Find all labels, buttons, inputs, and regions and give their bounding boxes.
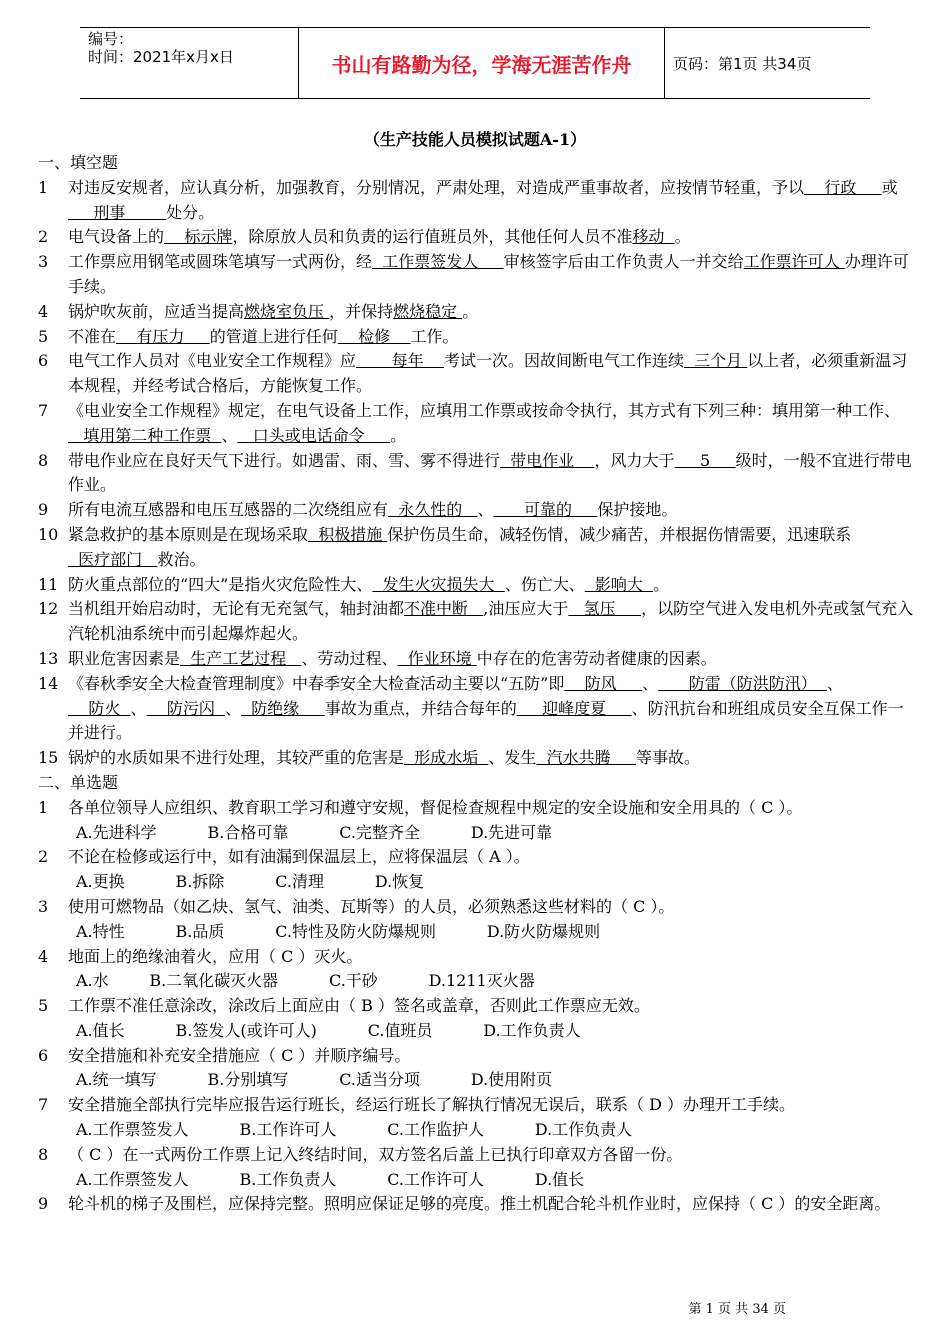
question-number: 8	[38, 1144, 49, 1164]
question-text: 办理许可手续。	[68, 252, 909, 296]
question-number: 5	[38, 996, 49, 1016]
question-text: 的管道上进行任何	[209, 326, 338, 346]
question-number: 9	[38, 1194, 49, 1214]
question-text: 考试一次。因故间断电气工作连续	[443, 351, 684, 371]
header-motto: 书山有路勤为径，学海无涯苦作舟	[299, 28, 665, 98]
question-text: 紧急救护的基本原则是在现场采取	[68, 524, 309, 544]
header-page-label: 页码：第1页 共34页	[673, 54, 812, 73]
choice-options: A.工作票签发人 B.工作许可人 C.工作监护人 D.工作负责人	[76, 1120, 633, 1140]
fill-question	[38, 498, 916, 523]
section-choice-heading: 二、单选题	[38, 772, 119, 792]
question-text: 或	[881, 177, 898, 197]
fill-question	[38, 523, 916, 573]
question-number: 14	[38, 673, 59, 693]
answer-blank: 医疗部门	[68, 549, 158, 569]
answer-blank: 工作票许可人	[743, 252, 845, 272]
question-text: 带电作业应在良好天气下进行。如遇雷、雨、雪、雾不得进行	[68, 450, 501, 470]
answer-blank: 每年	[356, 351, 444, 371]
choice-question	[38, 845, 916, 870]
question-text: 锅炉吹灰前，应适当提高	[68, 301, 245, 321]
answer-blank: 燃烧室负压	[244, 301, 330, 321]
choice-question	[38, 1143, 916, 1168]
question-text: 、发生	[488, 748, 537, 768]
choice-options: A.更换 B.拆除 C.清理 D.恢复	[76, 872, 425, 892]
fill-question	[38, 176, 916, 226]
question-text: 、	[477, 500, 494, 520]
section-fill-heading: 一、填空题	[38, 153, 119, 172]
question-number: 3	[38, 252, 49, 272]
question-text: 《春秋季安全大检查管理制度》中春季安全大检查活动主要以“五防”即	[68, 673, 565, 693]
question-text: 、	[130, 698, 147, 718]
choice-options: A.特性 B.品质 C.特性及防火防爆规则 D.防火防爆规则	[76, 921, 601, 941]
answer-blank: 有压力	[116, 326, 210, 346]
choice-options: A.先进科学 B.合格可靠 C.完整齐全 D.先进可靠	[76, 822, 553, 842]
fill-question	[38, 349, 916, 399]
question-text: 、	[225, 698, 242, 718]
question-number: 4	[38, 301, 49, 321]
question-text: 不准在	[68, 326, 117, 346]
question-number: 11	[38, 574, 59, 594]
fill-question	[38, 399, 916, 449]
question-text: 、防汛抗台和班组成员安全互保工作一并进行。	[68, 698, 904, 743]
answer-blank: 生产工艺过程	[180, 648, 302, 668]
question-text: 轮斗机的梯子及围栏，应保持完整。照明应保证足够的亮度。推土机配合轮斗机作业时，应保持（ C ）的安全距离。	[68, 1194, 891, 1214]
question-text: 、	[826, 673, 843, 693]
answer-blank: 检修	[337, 326, 411, 346]
document-header	[80, 27, 870, 99]
answer-blank: 氢压	[568, 599, 642, 619]
question-number: 15	[38, 748, 59, 768]
question-text: 救治。	[157, 549, 206, 569]
question-text: ,油压应大于	[483, 599, 569, 619]
time-label: 时间：2021年x月x日	[88, 48, 234, 66]
question-number: 7	[38, 400, 49, 420]
question-text: 工作票应用钢笔或圆珠笔填写一式两份，经	[68, 252, 373, 272]
fill-question	[38, 597, 916, 647]
question-text: 事故为重点，并结合每年的	[324, 698, 517, 718]
question-number: 10	[38, 524, 59, 544]
header-meta-cell	[80, 28, 299, 98]
question-text: 《电业安全工作规程》规定，在电气设备上工作，应填用工作票或按命令执行，其方式有下列三种：填用第一种工作、	[68, 400, 901, 420]
answer-blank: 口头或电话命令	[237, 425, 391, 445]
question-text: 对违反安规者，应认真分析，加强教育，分别情况，严肃处理，对造成严重事故者，应按情节轻重，予以	[68, 177, 805, 197]
choice-options: A.水 B.二氧化碳灭火器 C.干砂 D.1211灭火器	[76, 971, 535, 991]
fill-question	[38, 325, 916, 350]
question-text: 审核签字后由工作负责人一并交给	[503, 252, 744, 272]
answer-blank: 刑事	[68, 202, 167, 222]
question-number: 3	[38, 896, 49, 916]
choice-options: A.统一填写 B.分别填写 C.适当分项 D.使用附页	[76, 1070, 553, 1090]
question-text: （ C ）在一式两份工作票上记入终结时间，双方签名后盖上已执行印章双方各留一份。	[68, 1144, 683, 1164]
question-text: 防火重点部位的“四大”是指火灾危险性大、	[68, 574, 373, 594]
question-number: 13	[38, 648, 59, 668]
question-text: 、	[642, 673, 659, 693]
fill-question	[38, 250, 916, 300]
question-text: 级时，一般不宜进行带电作业。	[68, 450, 912, 495]
question-text: ，并保持	[329, 301, 394, 321]
question-text: 安全措施全部执行完毕应报告运行班长，经运行班长了解执行情况无误后，联系（ D ）办理开工手续。	[68, 1095, 796, 1115]
question-text: 保护伤员生命，减轻伤情，减少痛苦，并根据伤情需要，迅速联系	[387, 524, 852, 544]
choice-question	[38, 945, 916, 970]
answer-blank: 迎峰度夏	[516, 698, 632, 718]
question-text: 各单位领导人应组织、教育职工学习和遵守安规，督促检查规程中规定的安全设施和安全用具的（ C ）。	[68, 797, 803, 817]
fill-question	[38, 225, 916, 250]
answer-blank: 形成水垢	[404, 748, 489, 768]
fill-question	[38, 672, 916, 746]
answer-blank: 三个月	[683, 351, 748, 371]
fill-question-list	[38, 176, 916, 771]
answer-blank: 防雷（防洪防汛）	[658, 673, 827, 693]
choice-question	[38, 1093, 916, 1118]
question-text: 。	[390, 425, 407, 445]
question-text: 、	[221, 425, 238, 445]
choice-question	[38, 1044, 916, 1069]
question-number: 8	[38, 450, 49, 470]
question-text: 中存在的危害劳动者健康的因素。	[476, 648, 717, 668]
page-title: （生产技能人员模拟试题A-1）	[363, 130, 587, 149]
question-text: 工作票不准任意涂改，涂改后上面应由（ B ）签名或盖章，否则此工作票应无效。	[68, 996, 650, 1016]
answer-blank: 带电作业	[500, 450, 595, 470]
question-text: ，除原放人员和负责的运行值班员外，其他任何人员不准	[232, 227, 633, 247]
question-number: 9	[38, 500, 49, 520]
answer-blank: 汽水共腾	[536, 748, 636, 768]
answer-blank: 可靠的	[493, 500, 598, 520]
answer-blank: 防绝缘	[241, 698, 325, 718]
choice-options: A.值长 B.签发人(或许可人) C.值班员 D.工作负责人	[76, 1020, 581, 1040]
question-number: 2	[38, 227, 49, 247]
question-text: 不论在检修或运行中，如有油漏到保温层上，应将保温层（ A ）。	[68, 847, 530, 867]
question-text: 地面上的绝缘油着火，应用（ C ）灭火。	[68, 946, 363, 966]
question-text: 。	[674, 227, 691, 247]
question-text: 电气工作人员对《电业安全工作规程》应	[68, 351, 357, 371]
choice-question	[38, 1192, 916, 1217]
question-text: 职业危害因素是	[68, 648, 181, 668]
question-number: 1	[38, 797, 49, 817]
question-number: 2	[38, 847, 49, 867]
fill-question	[38, 300, 916, 325]
answer-blank: 不准中断	[404, 599, 484, 619]
question-number: 1	[38, 177, 49, 197]
question-text: 使用可燃物品（如乙炔、氢气、油类、瓦斯等）的人员，必须熟悉这些材料的（ C ）。	[68, 896, 675, 916]
choice-question-list	[38, 796, 916, 1218]
question-text: 。	[653, 574, 670, 594]
answer-blank: 发生火灾损失大	[372, 574, 505, 594]
question-number: 4	[38, 946, 49, 966]
question-text: 以上者，必须重新温习本规程，并经考试合格后，方能恢复工作。	[68, 351, 908, 396]
fill-question	[38, 449, 916, 499]
answer-blank: 作业环境	[397, 648, 477, 668]
code-label: 编号：	[88, 30, 134, 48]
answer-blank: 燃烧稳定	[393, 301, 463, 321]
question-text: 当机组开始启动时，无论有无充氢气，轴封油都	[68, 599, 405, 619]
question-text: ，风力大于	[594, 450, 675, 470]
choice-question	[38, 994, 916, 1019]
question-text: 锅炉的水质如果不进行处理，其较严重的危害是	[68, 748, 405, 768]
choice-options: A.工作票签发人 B.工作负责人 C.工作许可人 D.值长	[76, 1169, 585, 1189]
choice-question	[38, 895, 916, 920]
answer-blank: 移动	[632, 227, 675, 247]
page-footer: 第 1 页 共 34 页	[688, 1302, 786, 1317]
choice-question	[38, 796, 916, 821]
fill-question	[38, 746, 916, 771]
question-number: 7	[38, 1095, 49, 1115]
answer-blank: 5	[674, 450, 736, 470]
question-number: 6	[38, 1045, 49, 1065]
answer-blank: 填用第二种工作票	[68, 425, 222, 445]
answer-blank: 标示牌	[164, 227, 233, 247]
question-number: 6	[38, 351, 49, 371]
question-text: 安全措施和补充安全措施应（ C ）并顺序编号。	[68, 1045, 411, 1065]
question-text: 保护接地。	[597, 500, 678, 520]
question-text: 等事故。	[636, 748, 701, 768]
answer-blank: 积极措施	[308, 524, 388, 544]
question-text: ，以防空气进入发电机外壳或氢气充入汽轮机油系统中而引起爆炸起火。	[68, 599, 914, 644]
question-number: 12	[38, 599, 59, 619]
question-text: 所有电流互感器和电压互感器的二次绕组应有	[68, 500, 389, 520]
answer-blank: 防污闪	[146, 698, 226, 718]
fill-question	[38, 573, 916, 598]
question-text: 、劳动过程、	[301, 648, 398, 668]
question-text: 处分。	[166, 202, 215, 222]
fill-question	[38, 647, 916, 672]
question-number: 5	[38, 326, 49, 346]
answer-blank: 工作票签发人	[372, 252, 504, 272]
question-text: 电气设备上的	[68, 227, 165, 247]
answer-blank: 防风	[564, 673, 643, 693]
question-text: 。	[462, 301, 479, 321]
exam-content	[38, 151, 916, 1217]
answer-blank: 防火	[68, 698, 131, 718]
answer-blank: 行政	[804, 177, 882, 197]
question-text: 、伤亡大、	[504, 574, 585, 594]
answer-blank: 影响大	[584, 574, 654, 594]
answer-blank: 永久性的	[388, 500, 478, 520]
question-text: 工作。	[410, 326, 459, 346]
